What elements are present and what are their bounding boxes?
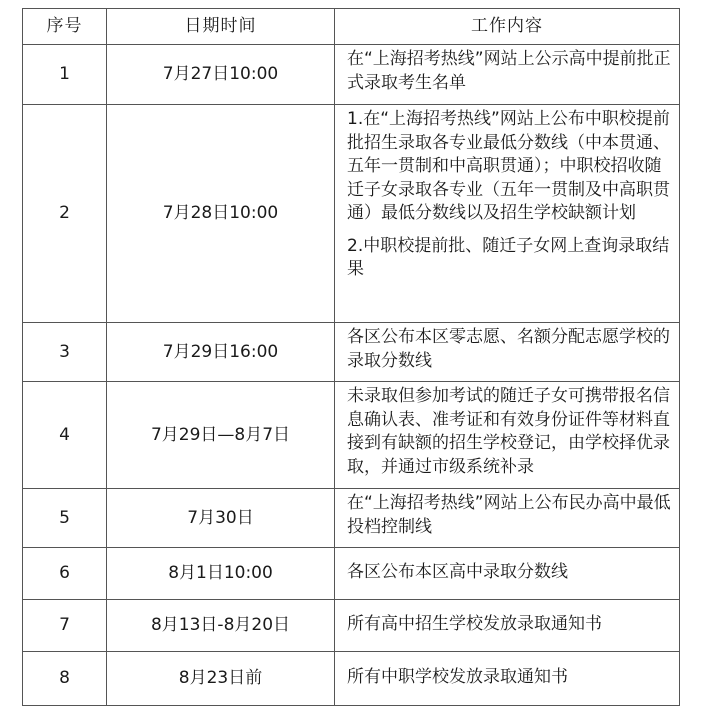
row-index: 2	[23, 105, 107, 323]
row-date: 7月28日10:00	[107, 105, 335, 323]
row-index: 8	[23, 652, 107, 706]
row-content	[335, 323, 680, 382]
table-row	[23, 323, 680, 382]
row-content	[335, 600, 680, 652]
row-date: 8月13日-8月20日	[107, 600, 335, 652]
row-date: 7月29日16:00	[107, 323, 335, 382]
row-index: 3	[23, 323, 107, 382]
row-date: 7月29日—8月7日	[107, 382, 335, 489]
row-index: 5	[23, 489, 107, 548]
content-paragraph: 各区公布本区零志愿、名额分配志愿学校的录取分数线	[347, 327, 670, 371]
table-row	[23, 105, 680, 323]
table-row	[23, 489, 680, 548]
content-paragraph: 所有高中招生学校发放录取通知书	[347, 614, 602, 635]
header-content: 工作内容	[335, 9, 680, 45]
row-content	[335, 548, 680, 600]
content-paragraph: 未录取但参加考试的随迁子女可携带报名信息确认表、准考证和有效身份证件等材料直接到有缺额的招生学校登记，由学校择优录取，并通过市级系统补录	[347, 386, 670, 477]
content-paragraph: 各区公布本区高中录取分数线	[347, 562, 568, 583]
header-index: 序号	[23, 9, 107, 45]
row-index: 6	[23, 548, 107, 600]
content-paragraph: 1.在“上海招考热线”网站上公布中职校提前批招生录取各专业最低分数线（中本贯通、五年一贯制和中高职贯通）；中职校招收随迁子女录取各专业（五年一贯制及中高职贯通）最低分数线以及招生学校缺额计划	[347, 109, 670, 223]
table-row	[23, 382, 680, 489]
row-index: 1	[23, 45, 107, 105]
row-content	[335, 652, 680, 706]
row-content	[335, 105, 680, 323]
row-content	[335, 382, 680, 489]
row-date: 8月23日前	[107, 652, 335, 706]
content-paragraph: 2.中职校提前批、随迁子女网上查询录取结果	[347, 235, 670, 279]
row-date: 7月27日10:00	[107, 45, 335, 105]
row-content	[335, 45, 680, 105]
content-paragraph: 所有中职学校发放录取通知书	[347, 667, 568, 688]
row-date: 8月1日10:00	[107, 548, 335, 600]
content-paragraph: 在“上海招考热线”网站上公示高中提前批正式录取考生名单	[347, 49, 671, 93]
table-row	[23, 652, 680, 706]
row-index: 7	[23, 600, 107, 652]
table-row	[23, 600, 680, 652]
content-paragraph: 在“上海招考热线”网站上公布民办高中最低投档控制线	[347, 493, 671, 537]
header-datetime: 日期时间	[107, 9, 335, 45]
header-row	[23, 9, 680, 45]
schedule-table	[22, 8, 680, 706]
table-row	[23, 45, 680, 105]
row-content	[335, 489, 680, 548]
row-date: 7月30日	[107, 489, 335, 548]
table-row	[23, 548, 680, 600]
row-index: 4	[23, 382, 107, 489]
